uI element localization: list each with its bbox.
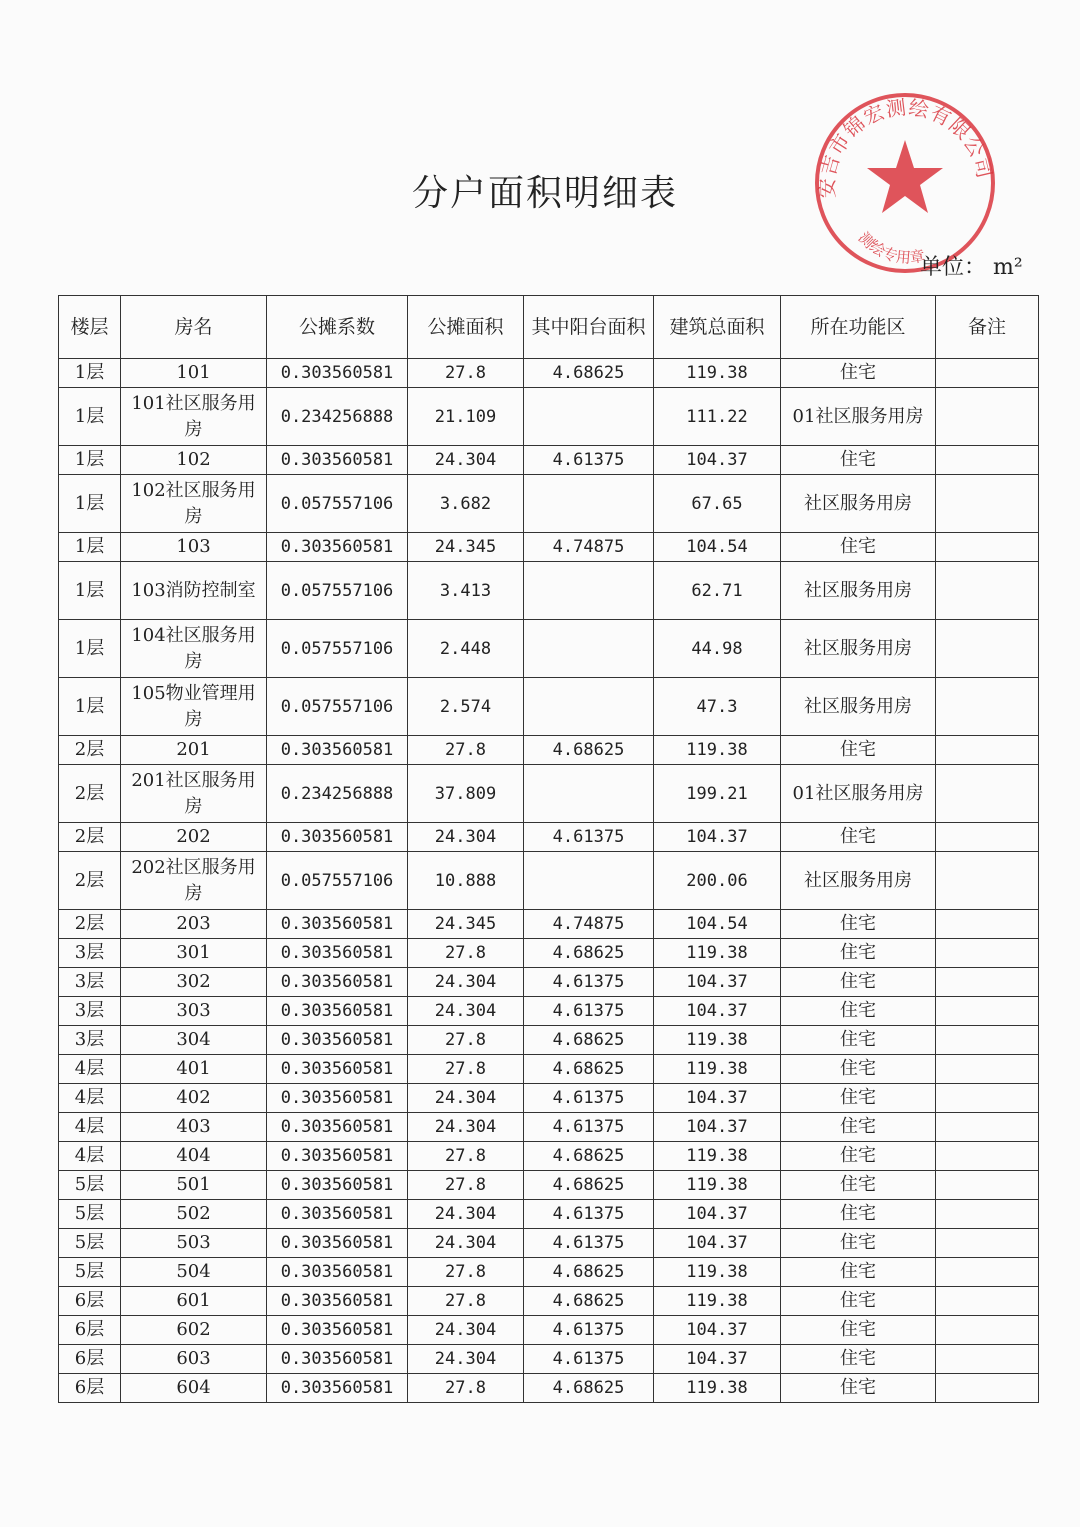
cell-balcony: 4.68625 <box>524 1055 654 1084</box>
cell-total: 104.54 <box>654 910 781 939</box>
cell-room: 201 <box>121 736 267 765</box>
cell-floor: 1层 <box>59 359 121 388</box>
cell-floor: 2层 <box>59 765 121 823</box>
cell-total: 119.38 <box>654 736 781 765</box>
cell-coef: 0.303560581 <box>267 939 408 968</box>
cell-total: 119.38 <box>654 1055 781 1084</box>
cell-note <box>936 736 1039 765</box>
cell-zone: 住宅 <box>781 736 936 765</box>
cell-room: 103 <box>121 533 267 562</box>
cell-note <box>936 1258 1039 1287</box>
cell-floor: 5层 <box>59 1258 121 1287</box>
cell-total: 47.3 <box>654 678 781 736</box>
cell-coef: 0.303560581 <box>267 1374 408 1403</box>
cell-room: 602 <box>121 1316 267 1345</box>
cell-room: 304 <box>121 1026 267 1055</box>
cell-zone: 01社区服务用房 <box>781 388 936 446</box>
cell-total: 119.38 <box>654 1026 781 1055</box>
table-row <box>59 446 1039 475</box>
cell-zone: 住宅 <box>781 1113 936 1142</box>
cell-shared: 24.304 <box>408 1084 524 1113</box>
cell-total: 119.38 <box>654 939 781 968</box>
cell-shared: 24.345 <box>408 533 524 562</box>
cell-floor: 1层 <box>59 678 121 736</box>
cell-zone: 住宅 <box>781 823 936 852</box>
cell-room: 501 <box>121 1171 267 1200</box>
cell-total: 67.65 <box>654 475 781 533</box>
cell-room: 503 <box>121 1229 267 1258</box>
cell-total: 119.38 <box>654 1258 781 1287</box>
cell-zone: 住宅 <box>781 1171 936 1200</box>
table-row <box>59 765 1039 823</box>
cell-total: 119.38 <box>654 1374 781 1403</box>
cell-floor: 1层 <box>59 446 121 475</box>
cell-balcony: 4.68625 <box>524 736 654 765</box>
cell-zone: 住宅 <box>781 1084 936 1113</box>
cell-note <box>936 475 1039 533</box>
header-zone: 所在功能区 <box>781 296 936 359</box>
cell-note <box>936 1316 1039 1345</box>
cell-zone: 住宅 <box>781 1142 936 1171</box>
table-row <box>59 1055 1039 1084</box>
table-row <box>59 1287 1039 1316</box>
cell-floor: 3层 <box>59 939 121 968</box>
cell-coef: 0.303560581 <box>267 1229 408 1258</box>
cell-total: 111.22 <box>654 388 781 446</box>
cell-total: 199.21 <box>654 765 781 823</box>
cell-shared: 10.888 <box>408 852 524 910</box>
cell-note <box>936 359 1039 388</box>
cell-room: 502 <box>121 1200 267 1229</box>
cell-balcony <box>524 475 654 533</box>
cell-room: 203 <box>121 910 267 939</box>
cell-total: 104.37 <box>654 1345 781 1374</box>
cell-total: 104.54 <box>654 533 781 562</box>
cell-total: 44.98 <box>654 620 781 678</box>
cell-coef: 0.303560581 <box>267 359 408 388</box>
cell-coef: 0.303560581 <box>267 533 408 562</box>
cell-room: 404 <box>121 1142 267 1171</box>
cell-total: 104.37 <box>654 997 781 1026</box>
cell-note <box>936 620 1039 678</box>
cell-note <box>936 1200 1039 1229</box>
cell-room: 202 <box>121 823 267 852</box>
cell-note <box>936 388 1039 446</box>
cell-coef: 0.057557106 <box>267 620 408 678</box>
cell-shared: 2.448 <box>408 620 524 678</box>
cell-zone: 住宅 <box>781 939 936 968</box>
cell-note <box>936 1374 1039 1403</box>
cell-room: 202社区服务用房 <box>121 852 267 910</box>
cell-total: 104.37 <box>654 1229 781 1258</box>
table-row <box>59 359 1039 388</box>
table-row <box>59 1345 1039 1374</box>
cell-total: 104.37 <box>654 446 781 475</box>
cell-zone: 住宅 <box>781 1258 936 1287</box>
cell-coef: 0.303560581 <box>267 1345 408 1374</box>
cell-shared: 24.304 <box>408 968 524 997</box>
cell-zone: 社区服务用房 <box>781 620 936 678</box>
cell-note <box>936 968 1039 997</box>
cell-balcony: 4.74875 <box>524 533 654 562</box>
cell-balcony <box>524 388 654 446</box>
cell-balcony: 4.74875 <box>524 910 654 939</box>
cell-shared: 27.8 <box>408 1142 524 1171</box>
cell-note <box>936 765 1039 823</box>
cell-room: 104社区服务用房 <box>121 620 267 678</box>
cell-coef: 0.303560581 <box>267 1200 408 1229</box>
page-title: 分户面积明细表 <box>411 173 678 214</box>
cell-shared: 2.574 <box>408 678 524 736</box>
cell-room: 401 <box>121 1055 267 1084</box>
cell-floor: 2层 <box>59 910 121 939</box>
cell-total: 104.37 <box>654 1316 781 1345</box>
cell-coef: 0.303560581 <box>267 1026 408 1055</box>
cell-zone: 住宅 <box>781 359 936 388</box>
cell-shared: 24.304 <box>408 1229 524 1258</box>
cell-coef: 0.303560581 <box>267 736 408 765</box>
cell-note <box>936 1055 1039 1084</box>
cell-note <box>936 852 1039 910</box>
cell-balcony: 4.68625 <box>524 1026 654 1055</box>
table-row <box>59 939 1039 968</box>
cell-coef: 0.303560581 <box>267 1171 408 1200</box>
cell-floor: 2层 <box>59 736 121 765</box>
cell-shared: 27.8 <box>408 939 524 968</box>
cell-balcony: 4.61375 <box>524 1229 654 1258</box>
cell-coef: 0.303560581 <box>267 910 408 939</box>
cell-total: 62.71 <box>654 562 781 620</box>
table-row <box>59 823 1039 852</box>
cell-floor: 5层 <box>59 1229 121 1258</box>
cell-note <box>936 446 1039 475</box>
cell-balcony: 4.61375 <box>524 446 654 475</box>
cell-shared: 3.413 <box>408 562 524 620</box>
cell-note <box>936 1229 1039 1258</box>
area-detail-table <box>58 295 1039 1403</box>
cell-coef: 0.057557106 <box>267 475 408 533</box>
cell-zone: 住宅 <box>781 446 936 475</box>
cell-floor: 1层 <box>59 533 121 562</box>
cell-coef: 0.303560581 <box>267 1316 408 1345</box>
cell-note <box>936 678 1039 736</box>
cell-floor: 4层 <box>59 1055 121 1084</box>
cell-floor: 1层 <box>59 620 121 678</box>
table-row <box>59 1229 1039 1258</box>
table-body <box>59 359 1039 1403</box>
cell-zone: 住宅 <box>781 533 936 562</box>
cell-balcony: 4.61375 <box>524 968 654 997</box>
cell-balcony: 4.61375 <box>524 997 654 1026</box>
cell-total: 119.38 <box>654 1287 781 1316</box>
cell-zone: 01社区服务用房 <box>781 765 936 823</box>
seal-sub-text: 测绘专用章 <box>854 228 927 267</box>
cell-zone: 住宅 <box>781 1055 936 1084</box>
table-row <box>59 1026 1039 1055</box>
cell-zone: 社区服务用房 <box>781 475 936 533</box>
cell-coef: 0.303560581 <box>267 1287 408 1316</box>
cell-shared: 21.109 <box>408 388 524 446</box>
cell-floor: 3层 <box>59 968 121 997</box>
cell-total: 119.38 <box>654 1142 781 1171</box>
header-note: 备注 <box>936 296 1039 359</box>
cell-coef: 0.303560581 <box>267 997 408 1026</box>
cell-floor: 2层 <box>59 823 121 852</box>
cell-zone: 住宅 <box>781 1316 936 1345</box>
cell-shared: 24.304 <box>408 446 524 475</box>
cell-zone: 住宅 <box>781 1026 936 1055</box>
header-floor: 楼层 <box>59 296 121 359</box>
header-balcony: 其中阳台面积 <box>524 296 654 359</box>
table-row <box>59 1113 1039 1142</box>
cell-room: 101社区服务用房 <box>121 388 267 446</box>
cell-floor: 2层 <box>59 852 121 910</box>
cell-note <box>936 939 1039 968</box>
cell-balcony: 4.68625 <box>524 1258 654 1287</box>
cell-zone: 住宅 <box>781 968 936 997</box>
header-room: 房名 <box>121 296 267 359</box>
cell-zone: 社区服务用房 <box>781 678 936 736</box>
cell-zone: 社区服务用房 <box>781 562 936 620</box>
cell-total: 104.37 <box>654 1113 781 1142</box>
cell-shared: 37.809 <box>408 765 524 823</box>
cell-note <box>936 1026 1039 1055</box>
cell-shared: 27.8 <box>408 1026 524 1055</box>
cell-room: 101 <box>121 359 267 388</box>
cell-balcony: 4.68625 <box>524 1142 654 1171</box>
cell-total: 104.37 <box>654 1084 781 1113</box>
cell-zone: 住宅 <box>781 1287 936 1316</box>
cell-shared: 27.8 <box>408 1171 524 1200</box>
cell-balcony: 4.61375 <box>524 1316 654 1345</box>
cell-zone: 住宅 <box>781 1374 936 1403</box>
table-row <box>59 533 1039 562</box>
cell-balcony <box>524 852 654 910</box>
cell-floor: 6层 <box>59 1316 121 1345</box>
cell-floor: 6层 <box>59 1374 121 1403</box>
table-row <box>59 1258 1039 1287</box>
seal-company-text: 安吉市锦宏测绘有限公司 <box>814 94 998 199</box>
cell-shared: 24.304 <box>408 1316 524 1345</box>
cell-balcony: 4.68625 <box>524 939 654 968</box>
cell-balcony <box>524 678 654 736</box>
header-shared: 公摊面积 <box>408 296 524 359</box>
unit-label: 单位： m² <box>920 255 1023 280</box>
table-row <box>59 997 1039 1026</box>
table-row <box>59 1171 1039 1200</box>
cell-balcony <box>524 620 654 678</box>
cell-balcony: 4.68625 <box>524 1374 654 1403</box>
cell-coef: 0.234256888 <box>267 765 408 823</box>
cell-shared: 27.8 <box>408 1055 524 1084</box>
cell-floor: 1层 <box>59 475 121 533</box>
table-row <box>59 736 1039 765</box>
cell-coef: 0.057557106 <box>267 852 408 910</box>
cell-coef: 0.303560581 <box>267 1258 408 1287</box>
cell-floor: 4层 <box>59 1113 121 1142</box>
cell-floor: 3层 <box>59 997 121 1026</box>
cell-floor: 6层 <box>59 1287 121 1316</box>
table-row <box>59 1084 1039 1113</box>
cell-total: 104.37 <box>654 823 781 852</box>
table-row <box>59 475 1039 533</box>
cell-coef: 0.057557106 <box>267 562 408 620</box>
cell-note <box>936 1142 1039 1171</box>
cell-shared: 24.304 <box>408 1345 524 1374</box>
cell-shared: 27.8 <box>408 736 524 765</box>
cell-coef: 0.057557106 <box>267 678 408 736</box>
cell-coef: 0.303560581 <box>267 1055 408 1084</box>
cell-shared: 24.304 <box>408 997 524 1026</box>
cell-note <box>936 1171 1039 1200</box>
cell-floor: 6层 <box>59 1345 121 1374</box>
cell-balcony: 4.61375 <box>524 1084 654 1113</box>
cell-shared: 27.8 <box>408 359 524 388</box>
cell-total: 200.06 <box>654 852 781 910</box>
cell-note <box>936 562 1039 620</box>
cell-room: 102社区服务用房 <box>121 475 267 533</box>
cell-floor: 1层 <box>59 388 121 446</box>
cell-floor: 5层 <box>59 1200 121 1229</box>
cell-coef: 0.303560581 <box>267 823 408 852</box>
table-row <box>59 620 1039 678</box>
cell-room: 105物业管理用房 <box>121 678 267 736</box>
cell-coef: 0.303560581 <box>267 1142 408 1171</box>
cell-note <box>936 997 1039 1026</box>
cell-note <box>936 823 1039 852</box>
cell-room: 303 <box>121 997 267 1026</box>
table-row <box>59 1374 1039 1403</box>
cell-balcony: 4.68625 <box>524 359 654 388</box>
cell-balcony: 4.68625 <box>524 1287 654 1316</box>
cell-shared: 24.304 <box>408 1200 524 1229</box>
cell-total: 104.37 <box>654 968 781 997</box>
table-row <box>59 1316 1039 1345</box>
cell-room: 403 <box>121 1113 267 1142</box>
cell-zone: 住宅 <box>781 997 936 1026</box>
cell-balcony <box>524 562 654 620</box>
cell-total: 104.37 <box>654 1200 781 1229</box>
cell-room: 301 <box>121 939 267 968</box>
cell-shared: 24.345 <box>408 910 524 939</box>
table-row <box>59 1142 1039 1171</box>
cell-room: 102 <box>121 446 267 475</box>
cell-room: 604 <box>121 1374 267 1403</box>
cell-room: 302 <box>121 968 267 997</box>
header-total: 建筑总面积 <box>654 296 781 359</box>
cell-note <box>936 1113 1039 1142</box>
cell-shared: 24.304 <box>408 1113 524 1142</box>
cell-note <box>936 533 1039 562</box>
cell-floor: 5层 <box>59 1171 121 1200</box>
cell-zone: 住宅 <box>781 910 936 939</box>
cell-room: 603 <box>121 1345 267 1374</box>
cell-floor: 4层 <box>59 1142 121 1171</box>
cell-coef: 0.303560581 <box>267 1113 408 1142</box>
cell-floor: 4层 <box>59 1084 121 1113</box>
table-row <box>59 1200 1039 1229</box>
cell-coef: 0.303560581 <box>267 446 408 475</box>
cell-shared: 27.8 <box>408 1374 524 1403</box>
cell-zone: 住宅 <box>781 1345 936 1374</box>
table-row <box>59 388 1039 446</box>
cell-zone: 住宅 <box>781 1200 936 1229</box>
table-row <box>59 910 1039 939</box>
cell-zone: 住宅 <box>781 1229 936 1258</box>
cell-note <box>936 1287 1039 1316</box>
cell-coef: 0.234256888 <box>267 388 408 446</box>
table-row <box>59 852 1039 910</box>
cell-room: 103消防控制室 <box>121 562 267 620</box>
cell-note <box>936 1084 1039 1113</box>
cell-zone: 社区服务用房 <box>781 852 936 910</box>
cell-total: 119.38 <box>654 359 781 388</box>
table-row <box>59 968 1039 997</box>
seal-star-icon <box>867 140 943 213</box>
cell-floor: 3层 <box>59 1026 121 1055</box>
cell-total: 119.38 <box>654 1171 781 1200</box>
cell-shared: 24.304 <box>408 823 524 852</box>
table-row <box>59 562 1039 620</box>
cell-balcony: 4.61375 <box>524 1345 654 1374</box>
cell-room: 402 <box>121 1084 267 1113</box>
cell-floor: 1层 <box>59 562 121 620</box>
cell-room: 504 <box>121 1258 267 1287</box>
cell-shared: 27.8 <box>408 1258 524 1287</box>
table-row <box>59 678 1039 736</box>
cell-shared: 27.8 <box>408 1287 524 1316</box>
cell-room: 201社区服务用房 <box>121 765 267 823</box>
cell-note <box>936 1345 1039 1374</box>
cell-shared: 3.682 <box>408 475 524 533</box>
cell-note <box>936 910 1039 939</box>
table-header-row <box>59 296 1039 359</box>
cell-coef: 0.303560581 <box>267 1084 408 1113</box>
cell-coef: 0.303560581 <box>267 968 408 997</box>
cell-room: 601 <box>121 1287 267 1316</box>
cell-balcony: 4.61375 <box>524 823 654 852</box>
cell-balcony: 4.61375 <box>524 1113 654 1142</box>
header-coef: 公摊系数 <box>267 296 408 359</box>
cell-balcony: 4.68625 <box>524 1171 654 1200</box>
cell-balcony <box>524 765 654 823</box>
cell-balcony: 4.61375 <box>524 1200 654 1229</box>
